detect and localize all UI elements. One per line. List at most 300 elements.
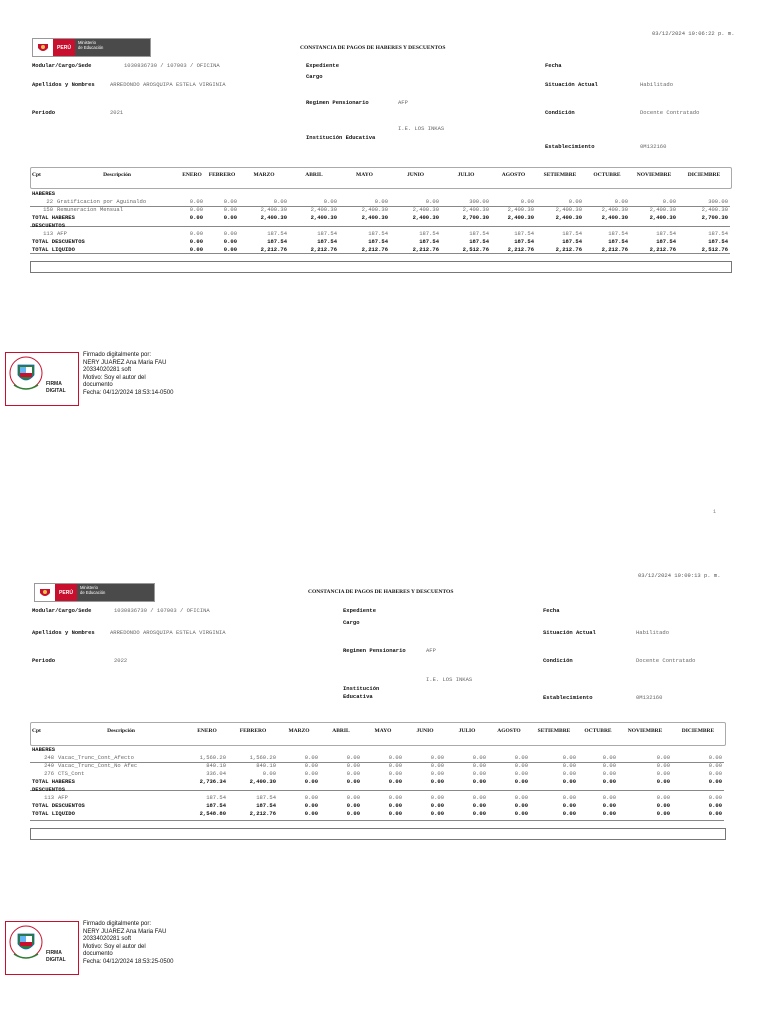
total-value-cell: 0.00 <box>472 801 486 809</box>
value-cell: 0.00 <box>223 197 237 205</box>
column-header: AGOSTO <box>501 172 526 178</box>
total-value-cell: 0.00 <box>304 801 318 809</box>
fecha-label: Fecha <box>545 62 562 69</box>
column-header: NOVIEMBRE <box>627 728 663 734</box>
value-cell: 0.00 <box>614 197 628 205</box>
cargo-label: Cargo <box>343 619 360 626</box>
total-value-cell: 187.54 <box>256 801 276 809</box>
document-title: CONSTANCIA DE PAGOS DE HABERES Y DESCUENTOS <box>300 45 446 51</box>
value-cell: 2,400.30 <box>462 205 489 213</box>
regimen-value: AFP <box>426 647 436 654</box>
value-cell: 187.54 <box>368 229 388 237</box>
ministry-label <box>77 584 154 601</box>
modular-value: 1030836730 / 107003 / OFICINA <box>114 607 210 614</box>
section-row <box>30 745 724 753</box>
total-value-cell: 0.00 <box>602 777 616 785</box>
value-cell: 0.00 <box>562 769 576 777</box>
page-number: 1 <box>713 509 717 515</box>
total-value-cell: 0.00 <box>388 801 402 809</box>
timestamp: 03/12/2024 10:06:22 p. m. <box>652 30 735 37</box>
minedu-logo <box>32 38 151 57</box>
column-header: DICIEMBRE <box>681 728 715 734</box>
table-rule <box>30 253 730 254</box>
description-cell: Vacac_Trunc_Cont_Afecto <box>58 753 134 761</box>
value-cell: 0.00 <box>189 205 203 213</box>
value-cell: 0.00 <box>514 753 528 761</box>
description-cell: Vacac_Trunc_Cont_No Afec <box>58 761 138 769</box>
total-value-cell: 2,400.30 <box>361 213 388 221</box>
column-header: JULIO <box>458 728 476 734</box>
cpt-cell: 249 <box>44 761 54 769</box>
column-header: ENERO <box>182 172 202 178</box>
signature-line: Firmado digitalmente por: <box>83 352 152 358</box>
liquido-value-cell: 2,512.76 <box>701 245 728 253</box>
signature-line: NERY JUAREZ Ana Maria FAU <box>83 928 167 935</box>
column-header: JUNIO <box>406 172 425 178</box>
value-cell: 0.00 <box>189 197 203 205</box>
modular-value: 1030836730 / 107003 / OFICINA <box>124 62 220 69</box>
section-title: DESCUENTOS <box>32 221 66 229</box>
cpt-cell: 22 <box>46 197 53 205</box>
total-value-cell: 0.00 <box>472 777 486 785</box>
value-cell: 0.00 <box>430 793 444 801</box>
total-value-cell: 2,400.30 <box>412 213 439 221</box>
value-cell: 2,400.30 <box>260 205 287 213</box>
total-value-cell: 2,700.30 <box>701 213 728 221</box>
digital-signature <box>5 921 190 976</box>
institucion-value: I.E. LOS INKAS <box>398 125 445 132</box>
column-header: NOVIEMBRE <box>636 172 672 178</box>
total-value-cell: 0.00 <box>514 801 528 809</box>
total-value-cell: 187.54 <box>267 237 287 245</box>
value-cell: 0.00 <box>223 229 237 237</box>
seal-label: FIRMA DIGITAL <box>46 381 66 394</box>
total-label: TOTAL HABERES <box>32 777 75 785</box>
value-cell: 0.00 <box>430 769 444 777</box>
peru-label: PERÚ <box>53 39 75 56</box>
liquido-value-cell: 0.00 <box>562 809 576 817</box>
total-row <box>30 777 724 785</box>
signature-line: Firmado digitalmente por: <box>83 921 152 927</box>
signature-line: 20334020281 soft <box>83 936 132 942</box>
situacion-label: Situación Actual <box>543 629 596 636</box>
value-cell: 187.54 <box>256 793 276 801</box>
liquido-value-cell: 2,212.76 <box>361 245 388 253</box>
section-row <box>30 785 724 793</box>
liquido-value-cell: 0.00 <box>189 245 203 253</box>
value-cell: 0.00 <box>374 197 388 205</box>
total-value-cell: 0.00 <box>189 237 203 245</box>
value-cell: 187.54 <box>267 229 287 237</box>
column-header: FEBRERO <box>239 728 267 734</box>
column-header: OCTUBRE <box>593 172 621 178</box>
value-cell: 0.00 <box>472 769 486 777</box>
total-value-cell: 0.00 <box>708 801 722 809</box>
value-cell: 2,400.30 <box>649 205 676 213</box>
description-cell: Gratificacion por Aguinaldo <box>57 197 147 205</box>
liquido-value-cell: 0.00 <box>656 809 670 817</box>
institucion-label: Institución Educativa <box>343 685 380 700</box>
modular-label: Modular/Cargo/Sede <box>32 62 92 69</box>
seal-label: FIRMA DIGITAL <box>46 950 66 963</box>
peru-shield-icon <box>33 39 53 56</box>
total-value-cell: 187.54 <box>368 237 388 245</box>
value-cell: 187.54 <box>514 229 534 237</box>
payment-table <box>30 725 724 817</box>
total-value-cell: 0.00 <box>656 777 670 785</box>
value-cell: 0.00 <box>346 761 360 769</box>
modular-label: Modular/Cargo/Sede <box>32 607 92 614</box>
value-cell: 0.00 <box>189 229 203 237</box>
coat-of-arms-icon <box>6 353 46 405</box>
table-row <box>30 197 730 205</box>
liquido-value-cell: 0.00 <box>346 809 360 817</box>
table-row <box>30 229 730 237</box>
situacion-label: Situación Actual <box>545 81 598 88</box>
regimen-label: Regimen Pensionario <box>343 647 406 654</box>
digital-seal <box>5 921 79 975</box>
condicion-value: Docente Contratado <box>636 657 696 664</box>
column-header: JUNIO <box>416 728 434 734</box>
cpt-cell: 150 <box>43 205 53 213</box>
total-value-cell: 187.54 <box>206 801 226 809</box>
spacer-row <box>30 181 730 189</box>
value-cell: 0.00 <box>656 761 670 769</box>
condicion-label: Condición <box>543 657 573 664</box>
value-cell: 0.00 <box>388 769 402 777</box>
value-cell: 336.04 <box>206 769 226 777</box>
periodo-value: 2022 <box>114 657 128 664</box>
value-cell: 0.00 <box>656 793 670 801</box>
total-value-cell: 2,736.34 <box>199 777 226 785</box>
value-cell: 0.00 <box>662 197 676 205</box>
liquido-row <box>30 245 730 253</box>
apellidos-value: ARREDONDO AROSQUIPA ESTELA VIRGINIA <box>110 629 226 636</box>
total-value-cell: 0.00 <box>430 801 444 809</box>
column-header: SETIEMBRE <box>537 728 571 734</box>
total-value-cell: 2,400.30 <box>260 213 287 221</box>
liquido-frame <box>30 261 732 273</box>
total-value-cell: 0.00 <box>602 801 616 809</box>
value-cell: 0.00 <box>568 197 582 205</box>
coat-of-arms-icon <box>6 922 46 974</box>
value-cell: 0.00 <box>273 197 287 205</box>
total-value-cell: 187.54 <box>469 237 489 245</box>
establecimiento-label: Establecimiento <box>543 694 593 701</box>
column-header: MAYO <box>374 728 392 734</box>
value-cell: 2,400.30 <box>361 205 388 213</box>
value-cell: 2,400.30 <box>412 205 439 213</box>
cpt-cell: 248 <box>44 753 54 761</box>
cpt-cell: 113 <box>44 793 54 801</box>
value-cell: 0.00 <box>708 761 722 769</box>
signature-line: documento <box>83 382 113 388</box>
total-value-cell: 0.00 <box>304 777 318 785</box>
value-cell: 0.00 <box>304 761 318 769</box>
cpt-cell: 113 <box>43 229 53 237</box>
value-cell: 0.00 <box>262 769 276 777</box>
expediente-label: Expediente <box>343 607 377 614</box>
liquido-value-cell: 0.00 <box>514 809 528 817</box>
column-header: SETIEMBRE <box>543 172 577 178</box>
peru-shield-icon <box>35 584 55 601</box>
total-value-cell: 187.54 <box>708 237 728 245</box>
value-cell: 187.54 <box>562 229 582 237</box>
liquido-value-cell: 2,212.76 <box>260 245 287 253</box>
section-title: HABERES <box>32 745 56 753</box>
total-value-cell: 0.00 <box>708 777 722 785</box>
value-cell: 0.00 <box>472 761 486 769</box>
liquido-value-cell: 2,548.80 <box>199 809 226 817</box>
value-cell: 0.00 <box>304 753 318 761</box>
condicion-label: Condición <box>545 109 575 116</box>
ministry-line-1: Ministerio <box>80 585 98 590</box>
value-cell: 187.54 <box>608 229 628 237</box>
liquido-value-cell: 2,512.76 <box>462 245 489 253</box>
apellidos-label: Apellidos y Nombres <box>32 81 95 88</box>
value-cell: 0.00 <box>602 753 616 761</box>
value-cell: 187.54 <box>469 229 489 237</box>
liquido-frame <box>30 828 726 840</box>
cpt-cell: 276 <box>44 769 54 777</box>
column-header: ABRIL <box>332 728 350 734</box>
value-cell: 0.00 <box>430 753 444 761</box>
signature-line: NERY JUAREZ Ana Maria FAU <box>83 359 167 366</box>
value-cell: 1,560.20 <box>199 753 226 761</box>
liquido-value-cell: 0.00 <box>223 245 237 253</box>
peru-label: PERÚ <box>55 584 77 601</box>
regimen-label: Regimen Pensionario <box>306 99 369 106</box>
value-cell: 0.00 <box>708 753 722 761</box>
column-header: MARZO <box>288 728 310 734</box>
document-title: CONSTANCIA DE PAGOS DE HABERES Y DESCUENTOS <box>308 589 454 595</box>
payment-table <box>30 169 730 253</box>
table-row <box>30 205 730 213</box>
table-row <box>30 753 724 761</box>
column-header: Cpt <box>32 172 41 178</box>
institucion-value: I.E. LOS INKAS <box>426 676 473 683</box>
ministry-label <box>75 39 150 56</box>
signature-line: Motivo: Soy el autor del <box>83 943 146 950</box>
liquido-value-cell: 2,212.76 <box>507 245 534 253</box>
liquido-value-cell: 0.00 <box>602 809 616 817</box>
liquido-value-cell: 2,212.76 <box>601 245 628 253</box>
table-row <box>30 793 724 801</box>
value-cell: 0.00 <box>602 761 616 769</box>
column-header: DICIEMBRE <box>687 172 721 178</box>
total-value-cell: 0.00 <box>562 777 576 785</box>
spacer-cell <box>30 737 724 745</box>
signature-line: Fecha: 04/12/2024 18:53:25-0500 <box>83 958 174 965</box>
value-cell: 187.54 <box>317 229 337 237</box>
column-header: OCTUBRE <box>584 728 612 734</box>
value-cell: 0.00 <box>223 205 237 213</box>
value-cell: 2,400.30 <box>701 205 728 213</box>
situacion-value: Habilitado <box>636 629 670 636</box>
value-cell: 0.00 <box>346 769 360 777</box>
total-value-cell: 0.00 <box>562 801 576 809</box>
ministry-line-2: de Educación <box>78 44 104 50</box>
total-value-cell: 0.00 <box>656 801 670 809</box>
total-value-cell: 2,400.30 <box>310 213 337 221</box>
signature-line: Fecha: 04/12/2024 18:53:14-0500 <box>83 389 174 396</box>
total-value-cell: 0.00 <box>430 777 444 785</box>
apellidos-label: Apellidos y Nombres <box>32 629 95 636</box>
total-value-cell: 187.54 <box>419 237 439 245</box>
total-row <box>30 213 730 221</box>
periodo-label: Periodo <box>32 657 56 664</box>
fecha-label: Fecha <box>543 607 560 614</box>
value-cell: 0.00 <box>514 769 528 777</box>
ministry-line-2: de Educación <box>80 589 106 595</box>
total-row <box>30 801 724 809</box>
value-cell: 840.10 <box>206 761 226 769</box>
table-row <box>30 761 724 769</box>
minedu-logo <box>34 583 155 602</box>
value-cell: 0.00 <box>430 761 444 769</box>
ministry-line-1: Ministerio <box>78 40 96 45</box>
value-cell: 0.00 <box>472 753 486 761</box>
liquido-value-cell: 0.00 <box>430 809 444 817</box>
total-label: TOTAL DESCUENTOS <box>32 237 85 245</box>
value-cell: 0.00 <box>514 793 528 801</box>
total-value-cell: 187.54 <box>317 237 337 245</box>
total-label: TOTAL HABERES <box>32 213 75 221</box>
value-cell: 0.00 <box>562 793 576 801</box>
total-value-cell: 2,400.30 <box>249 777 276 785</box>
total-value-cell: 187.54 <box>608 237 628 245</box>
total-value-cell: 2,700.30 <box>462 213 489 221</box>
establecimiento-label: Establecimiento <box>545 143 595 150</box>
section-title: DESCUENTOS <box>32 785 66 793</box>
establecimiento-value: 0M132160 <box>636 694 663 701</box>
value-cell: 0.00 <box>346 753 360 761</box>
timestamp: 03/12/2024 10:09:13 p. m. <box>638 572 721 579</box>
total-value-cell: 0.00 <box>223 237 237 245</box>
liquido-row <box>30 809 724 817</box>
signature-text <box>83 352 173 397</box>
value-cell: 187.54 <box>708 229 728 237</box>
total-value-cell: 0.00 <box>388 777 402 785</box>
spacer-row <box>30 737 724 745</box>
column-header: ABRIL <box>305 172 323 178</box>
value-cell: 0.00 <box>708 769 722 777</box>
value-cell: 0.00 <box>562 761 576 769</box>
liquido-value-cell: 0.00 <box>472 809 486 817</box>
liquido-value-cell: 0.00 <box>388 809 402 817</box>
total-value-cell: 0.00 <box>189 213 203 221</box>
value-cell: 0.00 <box>602 769 616 777</box>
value-cell: 2,400.30 <box>555 205 582 213</box>
section-row <box>30 221 730 229</box>
description-cell: CTS_Cont <box>58 769 85 777</box>
column-header: FEBRERO <box>208 172 236 178</box>
total-value-cell: 187.54 <box>514 237 534 245</box>
periodo-label: Periodo <box>32 109 56 116</box>
value-cell: 187.54 <box>419 229 439 237</box>
total-value-cell: 2,400.30 <box>555 213 582 221</box>
total-value-cell: 2,400.30 <box>601 213 628 221</box>
value-cell: 0.00 <box>304 769 318 777</box>
value-cell: 0.00 <box>323 197 337 205</box>
value-cell: 0.00 <box>304 793 318 801</box>
column-header: MARZO <box>253 172 275 178</box>
value-cell: 0.00 <box>388 753 402 761</box>
signature-line: 20334020281 soft <box>83 367 132 373</box>
cargo-label: Cargo <box>306 73 323 80</box>
table-rule <box>30 820 724 821</box>
value-cell: 0.00 <box>425 197 439 205</box>
liquido-value-cell: 2,212.76 <box>555 245 582 253</box>
section-title: HABERES <box>32 189 56 197</box>
value-cell: 300.00 <box>708 197 728 205</box>
value-cell: 0.00 <box>656 769 670 777</box>
column-header: MAYO <box>356 172 373 178</box>
value-cell: 840.10 <box>256 761 276 769</box>
value-cell: 0.00 <box>472 793 486 801</box>
section-row <box>30 189 730 197</box>
value-cell: 0.00 <box>388 761 402 769</box>
periodo-value: 2021 <box>110 109 124 116</box>
table-header-row <box>30 725 724 737</box>
liquido-value-cell: 0.00 <box>304 809 318 817</box>
table-row <box>30 769 724 777</box>
column-header: Descripción <box>103 172 131 178</box>
value-cell: 0.00 <box>708 793 722 801</box>
total-value-cell: 0.00 <box>346 801 360 809</box>
column-header: JULIO <box>457 172 475 178</box>
value-cell: 0.00 <box>514 761 528 769</box>
expediente-label: Expediente <box>306 62 340 69</box>
condicion-value: Docente Contratado <box>640 109 700 116</box>
value-cell: 0.00 <box>520 197 534 205</box>
value-cell: 300.00 <box>469 197 489 205</box>
description-cell: AFP <box>57 229 67 237</box>
value-cell: 0.00 <box>562 753 576 761</box>
digital-signature <box>5 352 190 407</box>
value-cell: 2,400.30 <box>507 205 534 213</box>
value-cell: 0.00 <box>602 793 616 801</box>
liquido-value-cell: 2,212.76 <box>649 245 676 253</box>
value-cell: 2,400.30 <box>601 205 628 213</box>
liquido-value-cell: 0.00 <box>708 809 722 817</box>
liquido-value-cell: 2,212.76 <box>412 245 439 253</box>
institucion-label: Institución Educativa <box>306 134 376 141</box>
regimen-value: AFP <box>398 99 408 106</box>
liquido-value-cell: 2,212.76 <box>310 245 337 253</box>
value-cell: 0.00 <box>388 793 402 801</box>
value-cell: 1,560.20 <box>249 753 276 761</box>
total-value-cell: 0.00 <box>223 213 237 221</box>
establecimiento-value: 0M132160 <box>640 143 667 150</box>
total-value-cell: 187.54 <box>656 237 676 245</box>
value-cell: 0.00 <box>346 793 360 801</box>
total-label: TOTAL DESCUENTOS <box>32 801 85 809</box>
total-value-cell: 2,400.30 <box>649 213 676 221</box>
apellidos-value: ARREDONDO AROSQUIPA ESTELA VIRGINIA <box>110 81 226 88</box>
signature-text <box>83 921 173 966</box>
spacer-cell <box>30 181 730 189</box>
column-header: Descripción <box>107 728 135 734</box>
liquido-label: TOTAL LIQUIDO <box>32 809 75 817</box>
digital-seal <box>5 352 79 406</box>
total-value-cell: 0.00 <box>514 777 528 785</box>
value-cell: 187.54 <box>206 793 226 801</box>
signature-line: documento <box>83 951 113 957</box>
liquido-value-cell: 2,212.76 <box>249 809 276 817</box>
description-cell: AFP <box>58 793 68 801</box>
value-cell: 187.54 <box>656 229 676 237</box>
